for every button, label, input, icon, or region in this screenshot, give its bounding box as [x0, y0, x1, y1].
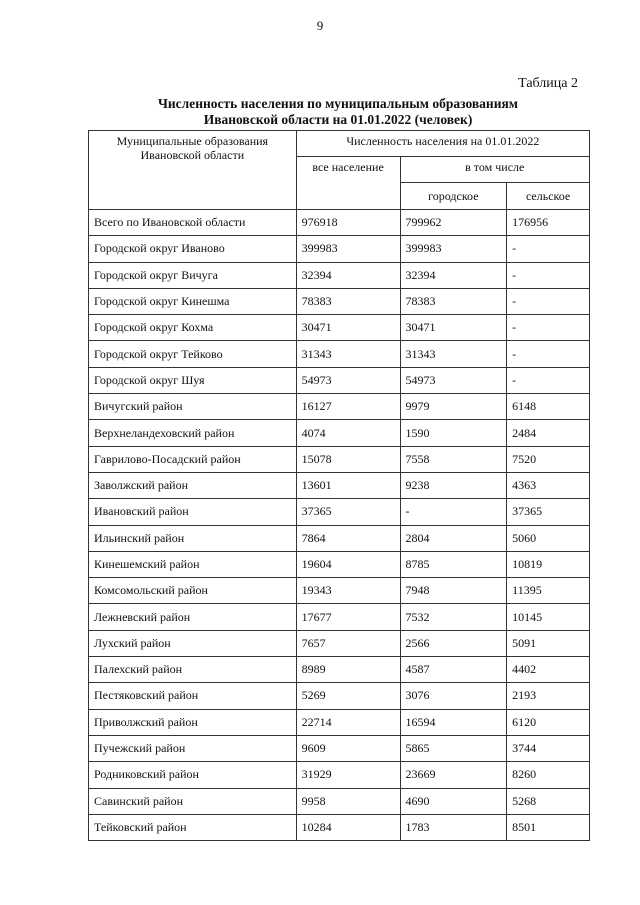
- cell-total: 32394: [296, 262, 400, 288]
- cell-total: 19604: [296, 551, 400, 577]
- cell-urban: 7532: [400, 604, 507, 630]
- cell-total: 8989: [296, 657, 400, 683]
- cell-total: 15078: [296, 446, 400, 472]
- cell-total: 31343: [296, 341, 400, 367]
- cell-urban: 399983: [400, 236, 507, 262]
- cell-total: 4074: [296, 420, 400, 446]
- cell-total: 9609: [296, 735, 400, 761]
- cell-rural: 7520: [507, 446, 590, 472]
- cell-urban: 31343: [400, 341, 507, 367]
- cell-municipality: Городской округ Кинешма: [89, 288, 297, 314]
- table-row: [89, 525, 590, 551]
- cell-urban: 4690: [400, 788, 507, 814]
- header-rural: сельское: [507, 183, 590, 210]
- cell-urban: 9238: [400, 472, 507, 498]
- table-row: [89, 630, 590, 656]
- cell-municipality: Приволжский район: [89, 709, 297, 735]
- table-title-line-1: Численность населения по муниципальным образованиям: [158, 96, 518, 111]
- cell-urban: 9979: [400, 394, 507, 420]
- cell-municipality: Кинешемский район: [89, 551, 297, 577]
- cell-total: 976918: [296, 210, 400, 236]
- cell-municipality: Верхнеландеховский район: [89, 420, 297, 446]
- table-label: Таблица 2: [518, 76, 578, 91]
- cell-urban: 3076: [400, 683, 507, 709]
- cell-urban: 1590: [400, 420, 507, 446]
- table-row: [89, 499, 590, 525]
- cell-urban: 30471: [400, 315, 507, 341]
- cell-total: 30471: [296, 315, 400, 341]
- cell-municipality: Городской округ Иваново: [89, 236, 297, 262]
- table-row: [89, 604, 590, 630]
- cell-rural: 37365: [507, 499, 590, 525]
- cell-rural: -: [507, 367, 590, 393]
- cell-municipality: Заволжский район: [89, 472, 297, 498]
- cell-rural: 4402: [507, 657, 590, 683]
- cell-municipality: Вичугский район: [89, 394, 297, 420]
- cell-rural: 4363: [507, 472, 590, 498]
- cell-municipality: Лухский район: [89, 630, 297, 656]
- cell-rural: 10145: [507, 604, 590, 630]
- cell-municipality: Ивановский район: [89, 499, 297, 525]
- cell-rural: 8501: [507, 814, 590, 840]
- cell-urban: 4587: [400, 657, 507, 683]
- cell-municipality: Городской округ Вичуга: [89, 262, 297, 288]
- table-title: [88, 96, 588, 128]
- cell-urban: 7948: [400, 578, 507, 604]
- cell-total: 13601: [296, 472, 400, 498]
- table-row: [89, 683, 590, 709]
- cell-urban: 1783: [400, 814, 507, 840]
- table-row: [89, 551, 590, 577]
- table-title-line-2: Ивановской области на 01.01.2022 (человек): [203, 112, 473, 127]
- header-municipality-line-1: Муниципальные образования: [116, 134, 269, 148]
- cell-rural: 6148: [507, 394, 590, 420]
- table-row: [89, 288, 590, 314]
- table-row: [89, 735, 590, 761]
- cell-municipality: Городской округ Тейково: [89, 341, 297, 367]
- cell-municipality: Городской округ Кохма: [89, 315, 297, 341]
- cell-rural: -: [507, 315, 590, 341]
- cell-total: 7864: [296, 525, 400, 551]
- cell-municipality: Ильинский район: [89, 525, 297, 551]
- cell-total: 7657: [296, 630, 400, 656]
- table-header: [89, 131, 590, 210]
- cell-urban: 5865: [400, 735, 507, 761]
- header-urban: городское: [400, 183, 507, 210]
- cell-rural: 2484: [507, 420, 590, 446]
- table-row: [89, 394, 590, 420]
- cell-urban: 78383: [400, 288, 507, 314]
- cell-rural: -: [507, 262, 590, 288]
- table-row: [89, 315, 590, 341]
- cell-total: 54973: [296, 367, 400, 393]
- table-row: [89, 446, 590, 472]
- cell-municipality: Савинский район: [89, 788, 297, 814]
- table-row: [89, 472, 590, 498]
- cell-urban: -: [400, 499, 507, 525]
- cell-rural: -: [507, 341, 590, 367]
- header-total: все население: [296, 157, 400, 210]
- table-row: [89, 657, 590, 683]
- table-row: [89, 578, 590, 604]
- cell-total: 10284: [296, 814, 400, 840]
- table-row: [89, 788, 590, 814]
- header-municipality-line-2: Ивановской области: [140, 148, 245, 162]
- cell-total: 31929: [296, 762, 400, 788]
- cell-urban: 2804: [400, 525, 507, 551]
- cell-rural: 5060: [507, 525, 590, 551]
- cell-municipality: Пучежский район: [89, 735, 297, 761]
- cell-rural: 6120: [507, 709, 590, 735]
- table-row: [89, 236, 590, 262]
- table-row: [89, 341, 590, 367]
- cell-rural: 5091: [507, 630, 590, 656]
- cell-total: 16127: [296, 394, 400, 420]
- table-row: [89, 367, 590, 393]
- cell-municipality: Родниковский район: [89, 762, 297, 788]
- cell-municipality: Лежневский район: [89, 604, 297, 630]
- table-row: [89, 762, 590, 788]
- cell-urban: 8785: [400, 551, 507, 577]
- cell-rural: 2193: [507, 683, 590, 709]
- cell-total: 5269: [296, 683, 400, 709]
- cell-urban: 32394: [400, 262, 507, 288]
- cell-municipality: Городской округ Шуя: [89, 367, 297, 393]
- table-row: [89, 709, 590, 735]
- cell-municipality: Тейковский район: [89, 814, 297, 840]
- cell-municipality: Комсомольский район: [89, 578, 297, 604]
- cell-rural: -: [507, 288, 590, 314]
- table-row: [89, 814, 590, 840]
- cell-urban: 2566: [400, 630, 507, 656]
- cell-urban: 7558: [400, 446, 507, 472]
- header-including: в том числе: [400, 157, 590, 183]
- cell-total: 19343: [296, 578, 400, 604]
- table-row: [89, 210, 590, 236]
- cell-total: 37365: [296, 499, 400, 525]
- population-table: [88, 130, 590, 841]
- cell-municipality: Палехский район: [89, 657, 297, 683]
- cell-municipality: Пестяковский район: [89, 683, 297, 709]
- cell-total: 399983: [296, 236, 400, 262]
- cell-rural: 3744: [507, 735, 590, 761]
- cell-total: 78383: [296, 288, 400, 314]
- cell-rural: 10819: [507, 551, 590, 577]
- cell-rural: 11395: [507, 578, 590, 604]
- cell-urban: 54973: [400, 367, 507, 393]
- cell-rural: -: [507, 236, 590, 262]
- cell-rural: 5268: [507, 788, 590, 814]
- cell-municipality: Всего по Ивановской области: [89, 210, 297, 236]
- cell-urban: 16594: [400, 709, 507, 735]
- table-row: [89, 420, 590, 446]
- cell-municipality: Гаврилово-Посадский район: [89, 446, 297, 472]
- table-row: [89, 262, 590, 288]
- cell-total: 9958: [296, 788, 400, 814]
- table-body: [89, 210, 590, 841]
- cell-urban: 23669: [400, 762, 507, 788]
- cell-urban: 799962: [400, 210, 507, 236]
- page-number: 9: [316, 18, 324, 33]
- cell-total: 22714: [296, 709, 400, 735]
- cell-rural: 176956: [507, 210, 590, 236]
- cell-rural: 8260: [507, 762, 590, 788]
- header-municipality: [89, 131, 297, 210]
- header-population-group: Численность населения на 01.01.2022: [296, 131, 589, 157]
- cell-total: 17677: [296, 604, 400, 630]
